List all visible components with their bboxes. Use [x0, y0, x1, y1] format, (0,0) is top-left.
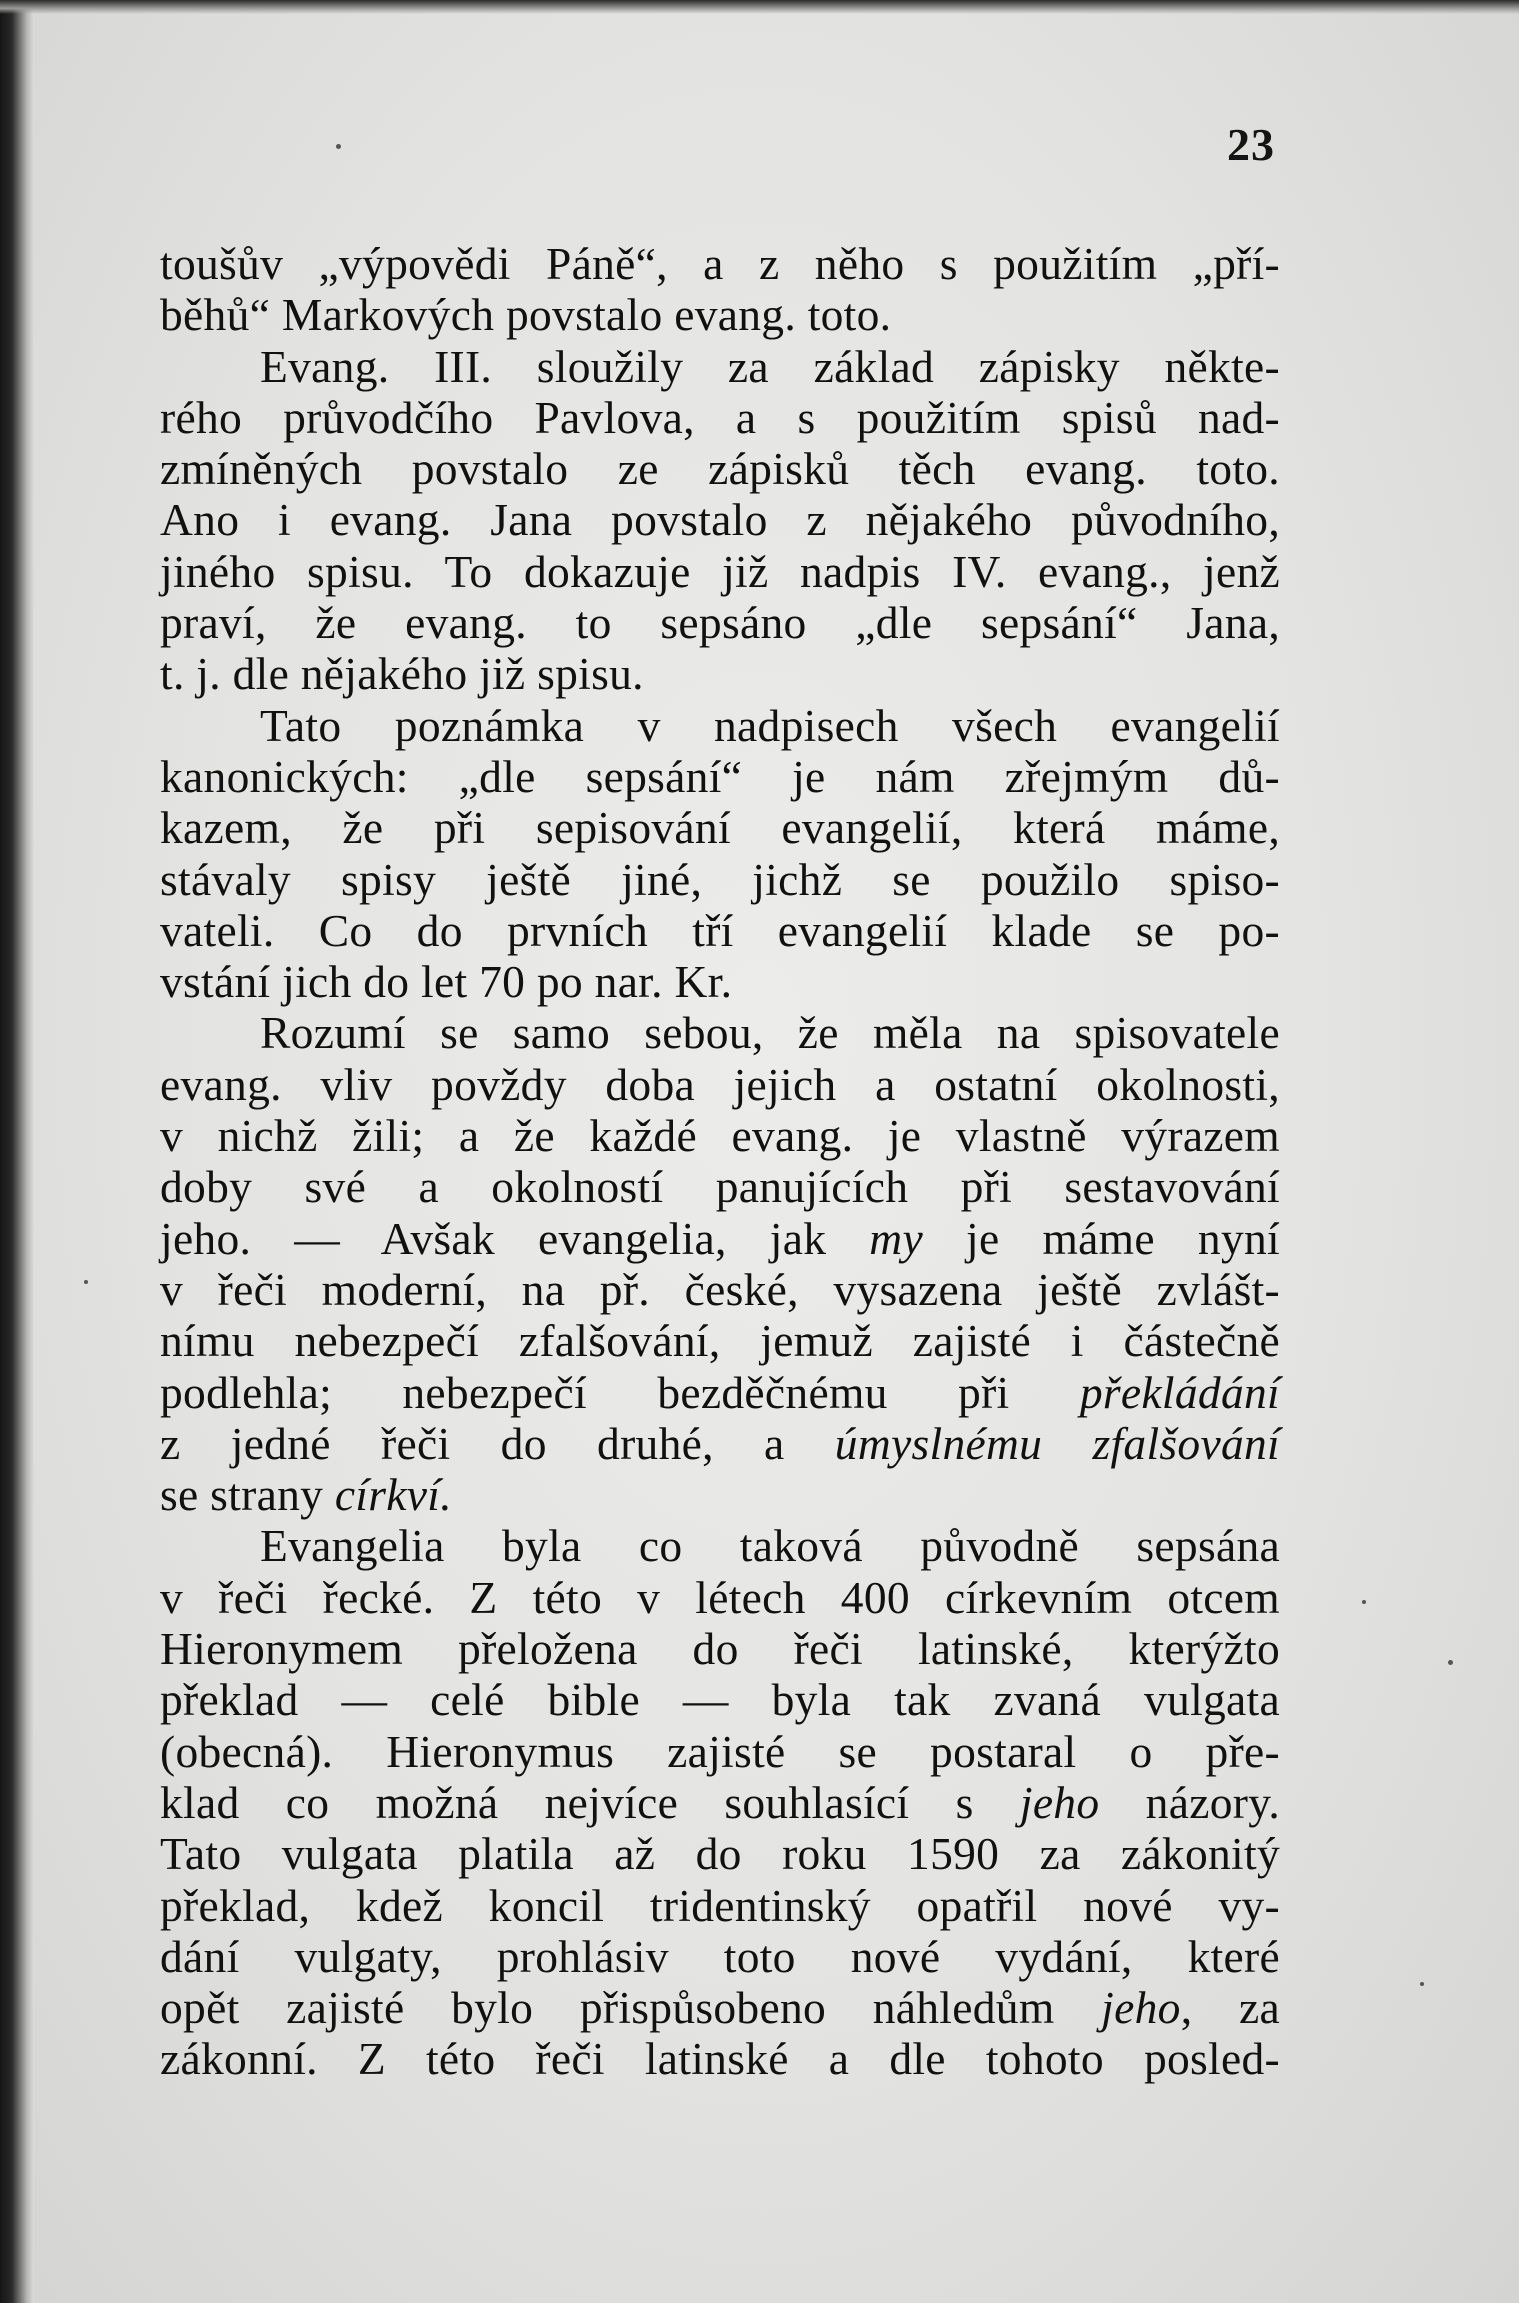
text-line: zákonní. Z této řeči latinské a dle tohoto posled- [160, 2033, 1280, 2085]
paper-speck [84, 1280, 88, 1284]
text-line [160, 1982, 1280, 2033]
text-line: Tato vulgata platila až do roku 1590 za zákonitý [160, 1828, 1280, 1880]
text-line: v řeči řecké. Z této v létech 400 církevním otcem [160, 1571, 1280, 1623]
text-run: názory. [1099, 1776, 1280, 1828]
paper-speck [336, 144, 341, 149]
text-line: (obecná). Hieronymus zajisté se postaral o pře- [160, 1725, 1280, 1777]
text-line [160, 1418, 1280, 1469]
text-line: nímu nebezpečí zfalšování, jemuž zajisté i částečně [160, 1315, 1280, 1367]
text-line: Hieronymem přeložena do řeči latinské, kterýžto [160, 1623, 1280, 1675]
text-line: Evang. III. sloužily za základ zápisky někte- [260, 340, 1280, 392]
text-line: vstání jich do let 70 po nar. Kr. [160, 956, 733, 1008]
text-line: doby své a okolností panujících při sestavování [160, 1161, 1280, 1213]
text-line: v nichž žili; a že každé evang. je vlastně výrazem [160, 1110, 1280, 1162]
text-line: zmíněných povstalo ze zápisků těch evang. toto. [160, 443, 1280, 495]
text-run: klad co možná nejvíce souhlasící s [160, 1776, 1020, 1828]
text-line [160, 1777, 1280, 1828]
text-line: překlad, kdež koncil tridentinský opatřil nové vy- [160, 1879, 1280, 1931]
text-run: je máme nyní [922, 1212, 1280, 1264]
text-line: toušův „výpovědi Páně“, a z něho s použitím „pří- [160, 238, 1280, 289]
text-line: praví, že evang. to sepsáno „dle sepsání“ Jana, [160, 597, 1280, 649]
italic-text: úmyslnému zfalšování [834, 1417, 1280, 1469]
text-line: běhů“ Markových povstalo evang. toto. [160, 289, 892, 341]
text-line [160, 1367, 1280, 1418]
text-run: opět zajisté bylo přispůsobeno náhledům [160, 1982, 1102, 2034]
text-line: Rozumí se samo sebou, že měla na spisovatele [260, 1007, 1280, 1059]
text-run: se strany [160, 1469, 335, 1521]
text-line: stávaly spisy ještě jiné, jichž se použilo spiso- [160, 853, 1280, 905]
paper-speck [1420, 1982, 1424, 1986]
text-line [160, 1469, 1280, 1520]
italic-text: církví. [334, 1469, 452, 1521]
text-line: rého průvodčího Pavlova, a s použitím spisů nad- [160, 391, 1280, 443]
paper-speck [1362, 1600, 1366, 1604]
text-line: Tato poznámka v nadpisech všech evangelií [260, 699, 1280, 751]
text-line: jiného spisu. To dokazuje již nadpis IV. evang., jenž [160, 545, 1280, 597]
text-line: Evangelia byla co taková původně sepsána [260, 1520, 1280, 1572]
text-line: dání vulgaty, prohlásiv toto nové vydání, které [160, 1930, 1280, 1982]
paper-speck [1448, 1660, 1453, 1665]
italic-text: jeho [1101, 1982, 1181, 2034]
italic-text: my [869, 1212, 923, 1264]
text-line [160, 1213, 1280, 1264]
text-line: evang. vliv povždy doba jejich a ostatní okolnosti, [160, 1058, 1280, 1110]
text-line: v řeči moderní, na př. české, vysazena ještě zvlášt- [160, 1263, 1280, 1315]
binding-shadow [0, 0, 34, 2303]
text-run: jeho. — Avšak evangelia, jak [160, 1212, 870, 1264]
body-text [160, 238, 1280, 2085]
text-line: překlad — celé bible — byla tak zvaná vulgata [160, 1674, 1280, 1726]
page-number: 23 [1227, 119, 1275, 170]
text-run: podlehla; nebezpečí bezděčnému při [160, 1366, 1080, 1418]
text-line: t. j. dle nějakého již spisu. [160, 648, 644, 700]
text-line: kazem, že při sepisování evangelií, která máme, [160, 802, 1280, 854]
italic-text: překládání [1079, 1366, 1280, 1418]
text-line: Ano i evang. Jana povstalo z nějakého původního, [160, 494, 1280, 546]
top-edge-shadow [0, 0, 1519, 14]
text-line: kanonických: „dle sepsání“ je nám zřejmým dů- [160, 750, 1280, 802]
italic-text: jeho [1019, 1776, 1100, 1828]
text-line: vateli. Co do prvních tří evangelií klade se po- [160, 904, 1280, 956]
text-run: , za [1180, 1982, 1280, 2034]
text-run: z jedné řeči do druhé, a [160, 1417, 835, 1469]
